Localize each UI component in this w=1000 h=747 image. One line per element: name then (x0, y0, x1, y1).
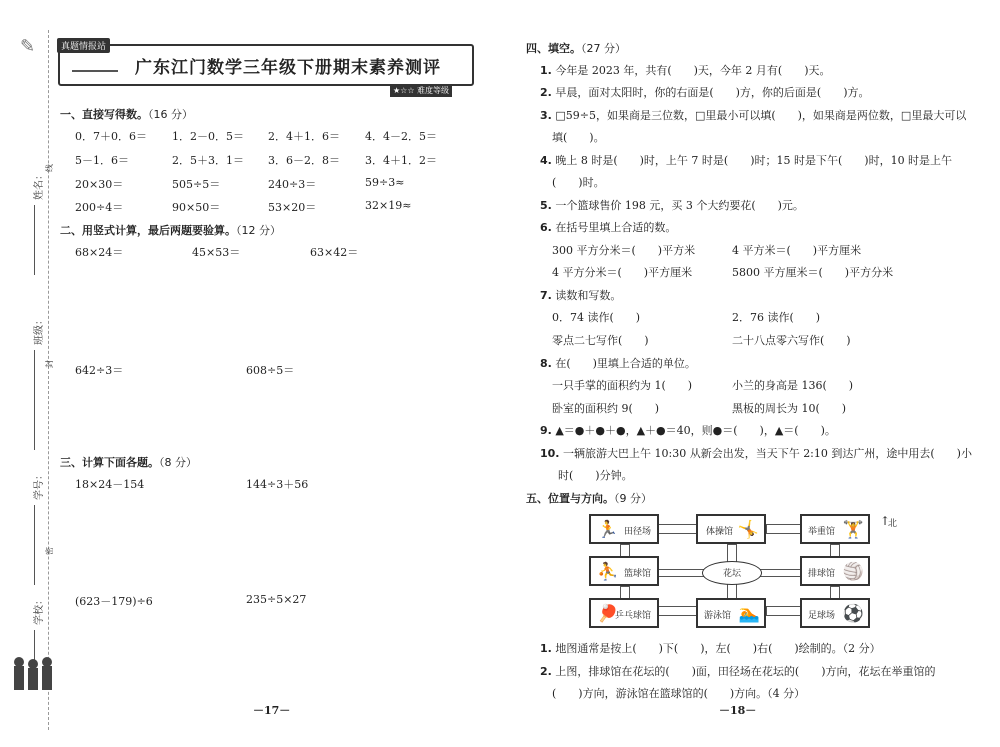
section5-title: 五、位置与方向。 (526, 492, 614, 505)
q-number: 8. (540, 357, 552, 370)
road (766, 606, 802, 616)
q-number: 7. (540, 289, 552, 302)
section3-title: 三、计算下面各题。 (60, 456, 159, 469)
basketball-icon: ⛹ (597, 562, 619, 582)
venue-label: 游泳馆 (704, 611, 732, 621)
expression-item: 18×24－154 (75, 478, 145, 491)
north-label: 北 (888, 519, 898, 529)
expression-item: (623－179)÷6 (75, 595, 153, 608)
venue-basketball (589, 556, 659, 586)
calc-item: 32×19≈ (365, 199, 412, 212)
cut-mark-2: 封 (45, 360, 54, 368)
q9-text: ▲＝●＋●＋●，▲＋●＝40，则●＝( )，▲＝( )。 (555, 424, 836, 437)
section4-heading (526, 40, 626, 56)
vertical-calc-item: 642÷3＝ (75, 364, 124, 377)
section3-heading (60, 454, 197, 470)
calc-item: 200÷4＝ (75, 201, 124, 214)
north-arrow-icon: ↑ (880, 514, 891, 528)
venue-label: 田径场 (623, 527, 651, 537)
s5-q1-text: 地图通常是按上( )下( )，左( )右( )绘制的。（2 分） (555, 642, 881, 655)
q7-part: 2．76 读作( ) (732, 311, 821, 324)
q-number: 2. (540, 665, 552, 678)
calc-item: 59÷3≈ (365, 176, 405, 189)
section2-title: 二、用竖式计算，最后两题要验算。 (60, 224, 236, 237)
vertical-calc-item: 68×24＝ (75, 246, 124, 259)
venue-gym (696, 514, 766, 544)
q7-part: 0．74 读作( ) (552, 311, 641, 324)
q-number: 2. (540, 86, 552, 99)
section5-points: （9 分） (614, 492, 652, 505)
section1-heading (60, 106, 193, 122)
q6-part: 4 平方米＝( )平方厘米 (732, 244, 862, 257)
s5-question-1 (540, 640, 881, 656)
road (766, 524, 802, 534)
calc-item: 2．5＋3．1＝ (172, 154, 244, 167)
page-number-right: －18－ (719, 704, 757, 717)
cut-mark-3: 密 (45, 547, 54, 555)
venue-swimming (696, 598, 766, 628)
q-number: 1. (540, 64, 552, 77)
s5-question-2 (540, 663, 936, 679)
section1-points: （16 分） (148, 108, 193, 121)
question-5 (540, 197, 804, 213)
cut-mark-1: 线 (45, 164, 54, 172)
q7-part: 二十八点零六写作( ) (732, 334, 851, 347)
venue-soccer (800, 598, 870, 628)
q8-part: 卧室的面积约 9( ) (552, 402, 660, 415)
q-number: 9. (540, 424, 552, 437)
difficulty-badge: ★☆☆ 难度等级 (390, 84, 452, 97)
q8-part: 小兰的身高是 136( ) (732, 379, 854, 392)
question-6 (540, 219, 676, 235)
q5-text: 一个篮球售价 198 元，买 3 个大约要花( )元。 (555, 199, 804, 212)
question-8 (540, 355, 696, 371)
q-number: 4. (540, 154, 552, 167)
venue-label: 足球场 (808, 611, 836, 621)
question-10-cont: 时( )分钟。 (558, 469, 633, 482)
q-number: 3. (540, 109, 552, 122)
calc-item: 4．4－2．5＝ (365, 130, 437, 143)
q-number: 5. (540, 199, 552, 212)
q7-part: 零点二七写作( ) (552, 334, 649, 347)
q-number: 10. (540, 447, 560, 460)
venue-label: 举重馆 (808, 527, 836, 537)
decoration-line (72, 64, 118, 72)
road (760, 569, 802, 577)
section5-heading (526, 490, 652, 506)
vertical-calc-item: 45×53＝ (192, 246, 241, 259)
binding-margin (0, 0, 52, 747)
q6-part: 4 平方分米＝( )平方厘米 (552, 266, 693, 279)
q1-text: 今年是 2023 年，共有( )天，今年 2 月有( )天。 (555, 64, 831, 77)
section4-title: 四、填空。 (526, 42, 581, 55)
calc-item: 0．7＋0．6＝ (75, 130, 147, 143)
name-label: 姓名： (34, 170, 45, 200)
question-10 (540, 445, 972, 461)
gymnast-icon: 🤸 (737, 520, 759, 540)
cut-line (48, 30, 49, 730)
id-label: 学号： (34, 470, 45, 500)
section2-points: （12 分） (236, 224, 281, 237)
students-illustration (12, 652, 54, 692)
venue-weightlifting (800, 514, 870, 544)
section2-heading (60, 222, 281, 238)
page-number-left: －17－ (253, 704, 291, 717)
calc-item: 53×20＝ (268, 201, 317, 214)
soccer-icon: ⚽ (842, 604, 864, 624)
vertical-calc-item: 608÷5＝ (246, 364, 295, 377)
expression-item: 235÷5×27 (246, 593, 307, 606)
name-blank[interactable] (34, 205, 35, 275)
venue-garden (702, 561, 762, 585)
source-badge: 真题情报站 (57, 38, 110, 53)
venue-track (589, 514, 659, 544)
q3-text: □59÷5，如果商是三位数，□里最小可以填( )，如果商是两位数，□里最大可以 (555, 109, 967, 122)
question-7 (540, 287, 621, 303)
venue-label: 花坛 (722, 569, 741, 579)
section1-title: 一、直接写得数。 (60, 108, 148, 121)
calc-item: 3．4＋1．2＝ (365, 154, 437, 167)
calc-item: 2．4＋1．6＝ (268, 130, 340, 143)
q8-text: 在( )里填上合适的单位。 (555, 357, 696, 370)
q-number: 6. (540, 221, 552, 234)
calc-item: 505÷5＝ (172, 178, 221, 191)
s5-question-2-cont: ( )方向，游泳馆在篮球馆的( )方向。（4 分） (552, 687, 806, 700)
q7-text: 读数和写数。 (555, 289, 622, 302)
calc-item: 5－1．6＝ (75, 154, 129, 167)
calc-item: 1．2－0．5＝ (172, 130, 244, 143)
q6-text: 在括号里填上合适的数。 (555, 221, 677, 234)
section4-points: （27 分） (581, 42, 626, 55)
expression-item: 144÷3＋56 (246, 478, 309, 491)
venue-label: 排球馆 (808, 569, 836, 579)
question-3 (540, 107, 966, 123)
pen-icon: ✎ (20, 36, 36, 57)
question-9 (540, 422, 836, 438)
page-title: 广东江门数学三年级下册期末素养测评 (135, 58, 441, 78)
weightlifter-icon: 🏋 (842, 520, 864, 540)
section3-points: （8 分） (159, 456, 197, 469)
q4-text: 晚上 8 时是( )时，上午 7 时是( )时；15 时是下午( )时，10 时是上午 (555, 154, 953, 167)
venue-label: 乒乓球馆 (614, 611, 651, 621)
question-4-cont: ( )时。 (552, 176, 605, 189)
q8-part: 黑板的周长为 10( ) (732, 402, 847, 415)
q2-text: 早晨，面对太阳时，你的右面是( )方，你的后面是( )方。 (555, 86, 870, 99)
id-blank[interactable] (34, 505, 35, 585)
venue-volleyball (800, 556, 870, 586)
calc-item: 20×30＝ (75, 178, 124, 191)
q-number: 1. (540, 642, 552, 655)
venue-pingpong (589, 598, 659, 628)
calc-item: 240÷3＝ (268, 178, 317, 191)
question-1 (540, 62, 831, 78)
road (658, 606, 698, 616)
road (658, 569, 704, 577)
venue-label: 体操馆 (706, 527, 734, 537)
q8-part: 一只手掌的面积约为 1( ) (552, 379, 693, 392)
swimmer-icon: 🏊 (738, 604, 760, 624)
volleyball-icon: 🏐 (842, 562, 864, 582)
venue-label: 篮球馆 (623, 569, 651, 579)
calc-item: 3．6－2．8＝ (268, 154, 340, 167)
question-3-cont: 填( )。 (552, 131, 605, 144)
school-label: 学校： (34, 595, 45, 625)
question-4 (540, 152, 952, 168)
class-label: 班级： (34, 315, 45, 345)
question-2 (540, 84, 870, 100)
vertical-calc-item: 63×42＝ (310, 246, 359, 259)
q10-text: 一辆旅游大巴上午 10:30 从新会出发，当天下午 2:10 到达广州，途中用去( )小 (563, 447, 972, 460)
q6-part: 300 平方分米＝( )平方米 (552, 244, 696, 257)
runner-icon: 🏃 (597, 520, 619, 540)
s5-q2-text: 上图，排球馆在花坛的( )面，田径场在花坛的( )方向，花坛在举重馆的 (555, 665, 936, 678)
road (658, 524, 698, 534)
q6-part: 5800 平方厘米＝( )平方分米 (732, 266, 894, 279)
pingpong-icon: 🏓 (597, 604, 619, 624)
calc-item: 90×50＝ (172, 201, 221, 214)
class-blank[interactable] (34, 350, 35, 450)
